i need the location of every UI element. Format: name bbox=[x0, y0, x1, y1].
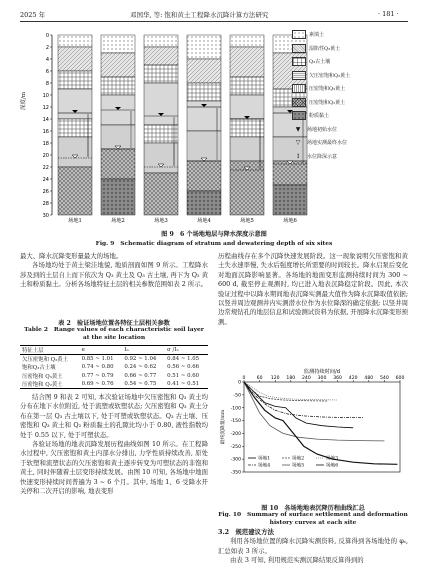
stratum-layer bbox=[187, 83, 221, 101]
legend-item bbox=[292, 69, 392, 83]
stratum-layer bbox=[101, 77, 135, 95]
section-paragraph-2: 由表 3 可知, 利用规范实测沉降结果反算得到的 bbox=[230, 556, 364, 565]
section-paragraph-1: 利用各场地位置的降水沉降实测资料, 反算得到各场地处的 φₛ, 汇总如表 3 所示。 bbox=[218, 537, 408, 555]
legend-swatch: ▽ bbox=[295, 139, 301, 147]
table-row bbox=[20, 363, 208, 371]
x-tick-label: 300 bbox=[317, 376, 327, 381]
stratum-layer bbox=[187, 35, 221, 59]
stratum-layer bbox=[58, 35, 92, 47]
stratum-layer bbox=[144, 143, 178, 173]
y-tick-label: 18 bbox=[42, 140, 49, 147]
site-label: 场地2 bbox=[111, 218, 125, 224]
stratum-layer bbox=[144, 35, 178, 47]
site-label: 场地5 bbox=[240, 218, 254, 224]
legend-swatch bbox=[292, 98, 306, 107]
x-tick-label: 240 bbox=[302, 376, 311, 381]
y-tick-label: 8 bbox=[45, 80, 49, 87]
table2-header: σ /Iₙ bbox=[165, 346, 208, 355]
site-label: 场地6 bbox=[283, 218, 297, 224]
legend-label: 湿陷性Q₃黄土 bbox=[309, 45, 341, 52]
fig10-caption-en: Fig. 10 Summary of surface settlement and deformation history curves at each site bbox=[218, 511, 408, 526]
y-tick-label: 30 bbox=[42, 212, 49, 219]
stratum-layer bbox=[187, 59, 221, 83]
series-line bbox=[244, 382, 397, 464]
stratum-layer bbox=[230, 35, 264, 47]
left-paragraph-4: 各验证场地的地表沉降发展历程曲线如图 10 所示。在工程降水过程中, 欠压密饱和黄土内部水分排出, 力学性质持续改善, 原处于软塑和流塑状态的欠压密饱和黄土逐步转变为可塑状态的非饱和黄土, 同时伴随着土层变形持续发展。由图 10 可知, 各场地中地面快速变形持续时间普遍为 3 ~ 6 个月。其中, 场地 1、6 受降水开关停和二次开启的影响, 地表变形 bbox=[20, 440, 208, 496]
table-cell: 压密饱和 Q₃黄土 bbox=[22, 373, 63, 380]
y-tick-label: 10 bbox=[42, 92, 49, 99]
stratum-layer bbox=[144, 65, 178, 83]
table-row bbox=[20, 380, 208, 389]
table2-header: e bbox=[80, 346, 123, 355]
section-heading: 3.2 规范建议方法 bbox=[218, 528, 274, 536]
y-tick-label: 26 bbox=[42, 188, 49, 195]
left-paragraph-1: 最大、降水沉降变形量最大的场地。 bbox=[20, 252, 123, 260]
y-tick-label: 12 bbox=[42, 104, 49, 111]
table-cell: 0.69 ~ 0.76 bbox=[80, 380, 123, 389]
legend-label: 场地6 bbox=[326, 463, 339, 469]
table2-header: 特征土层 bbox=[20, 346, 80, 355]
site-column bbox=[187, 35, 221, 215]
legend-swatch: ▼ bbox=[295, 125, 301, 133]
header-year: 2025 年 bbox=[20, 11, 46, 19]
x-tick-label: 180 bbox=[286, 376, 296, 381]
legend-label: 场地初始水位 bbox=[307, 126, 338, 133]
legend-label: 场地4 bbox=[258, 463, 271, 469]
legend-label: 场地3 bbox=[326, 456, 339, 462]
x-tick-label: 120 bbox=[270, 376, 280, 381]
stratum-layer bbox=[187, 131, 221, 161]
stratum-layer bbox=[58, 119, 92, 137]
y-tick-label: -300 bbox=[230, 457, 241, 463]
table2-header: Iₙ bbox=[122, 346, 165, 355]
table-cell: 0.54 ~ 0.75 bbox=[122, 380, 165, 389]
fig9-y-label: 深度/m bbox=[21, 91, 28, 111]
stratum-layer bbox=[230, 47, 264, 77]
stratum-layer bbox=[230, 95, 264, 119]
legend-label: 压密饱和Q₂黄土 bbox=[309, 99, 346, 106]
header-page: · 181 · bbox=[378, 10, 399, 18]
stratum-layer bbox=[144, 83, 178, 125]
legend-item bbox=[292, 28, 392, 42]
figure-10 bbox=[218, 368, 408, 498]
table-row bbox=[20, 355, 208, 364]
right-paragraph-1: 历程曲线存在多个沉降快速发展阶段。这一现象说明欠压密饱和黄土失水速率慢, 失水后强度增长所需要的时间较长。降水启泵后变化对地面沉降影响显著。各场地的地面变形监测持续时间为 300 ~ 600 d, 截至停止观测时, 均已进入地表沉降稳定阶段。因此, 本次验证过程中以降水期间地表沉降实测最大值作为降水沉降取值依据; 以竖井周边观测井内实测潜水位作为水位降深的确定依据; 以竖井周边常规钻孔的地层信息和试验测试资料为依据, 开展降水沉降变形预测。 bbox=[218, 252, 408, 326]
fig9-legend bbox=[292, 28, 392, 163]
table-2 bbox=[20, 345, 208, 389]
left-paragraph-3: 结合图 9 和表 2 可知, 本次验证场地中欠压密饱和 Q₃ 黄土均分布在地下水位附近, 处于流塑或软塑状态; 欠压密饱和 Q₃ 黄土分布在第一层 Q₃ 古土壤以下, 处于可塑或软塑状态。Q₃ 古土壤、压密饱和 Q₃ 黄土和 Q₂ 粉质黏土的孔隙比均小于 0.80, 液性指数均处于 0.55 以下, 处于可塑状态。 bbox=[20, 393, 208, 439]
y-tick-label: -100 bbox=[230, 406, 241, 412]
site-column bbox=[101, 35, 135, 215]
x-tick-label: 60 bbox=[256, 376, 263, 381]
y-tick-label: 2 bbox=[45, 44, 49, 51]
stratum-layer bbox=[144, 125, 178, 143]
x-tick-label: 420 bbox=[348, 376, 358, 381]
stratum-layer bbox=[101, 149, 135, 179]
y-tick-label: -200 bbox=[230, 432, 241, 438]
y-tick-label: 28 bbox=[42, 200, 49, 207]
y-tick-label: 20 bbox=[42, 152, 49, 159]
stratum-layer bbox=[230, 119, 264, 137]
legend-item bbox=[292, 82, 392, 96]
table2-title-cn: 表 2 验证场地位置各特征土层相关参数 bbox=[58, 320, 170, 327]
stratum-layer bbox=[101, 179, 135, 215]
y-tick-label: 14 bbox=[42, 116, 49, 123]
site-column bbox=[58, 35, 92, 215]
legend-label: 粉质黏土 bbox=[309, 113, 330, 120]
table-cell: 0.51 ~ 0.60 bbox=[167, 372, 200, 379]
table-cell: 0.77 ~ 0.79 bbox=[81, 372, 114, 379]
legend-swatch bbox=[292, 44, 306, 53]
y-tick-label: 0 bbox=[45, 32, 49, 39]
site-label: 场地4 bbox=[197, 218, 211, 224]
series-line bbox=[244, 382, 338, 400]
y-tick-label: -50 bbox=[233, 393, 241, 399]
y-tick-label: -250 bbox=[230, 444, 241, 450]
stratum-layer bbox=[144, 173, 178, 215]
table-cell: 0.41 ~ 0.51 bbox=[165, 380, 208, 389]
legend-swatch: ↕ bbox=[295, 152, 301, 160]
y-tick-label: 4 bbox=[45, 56, 49, 63]
y-tick-label: 6 bbox=[45, 68, 49, 75]
header-title: 邓国华, 等: 饱和黄土工程降水沉降计算方法研究 bbox=[130, 11, 269, 19]
legend-item bbox=[292, 96, 392, 110]
legend-label: 场地5 bbox=[292, 463, 305, 469]
site-column bbox=[144, 35, 178, 215]
table-row bbox=[20, 372, 208, 380]
legend-swatch bbox=[292, 71, 306, 80]
table2-title-en: Table 2 Range values of each characteristic soil layer at the site location bbox=[24, 326, 204, 341]
y-axis-label: 最终沉降量/mm bbox=[221, 409, 226, 445]
table-cell: 0.24 ~ 0.62 bbox=[124, 364, 157, 371]
legend-item bbox=[292, 136, 392, 150]
x-tick-label: 600 bbox=[395, 376, 405, 381]
stratum-layer bbox=[230, 77, 264, 95]
x-tick-label: 480 bbox=[364, 376, 374, 381]
stratum-layer bbox=[273, 185, 307, 215]
site-label: 场地3 bbox=[154, 218, 168, 224]
legend-item bbox=[292, 42, 392, 56]
y-tick-label: -150 bbox=[230, 419, 241, 425]
table-cell: 0.92 ~ 1.04 bbox=[124, 356, 157, 363]
legend-label: 场地1 bbox=[258, 456, 271, 462]
stratum-layer bbox=[58, 137, 92, 167]
stratum-layer bbox=[144, 47, 178, 65]
table-cell: 0.56 ~ 0.66 bbox=[167, 364, 200, 371]
y-tick-label: 16 bbox=[42, 128, 49, 135]
y-tick-label: -350 bbox=[230, 470, 241, 476]
x-tick-label: 0 bbox=[242, 376, 246, 381]
table-cell: 压密饱和 Q₂黄土 bbox=[20, 380, 80, 389]
legend-item bbox=[292, 123, 392, 137]
stratum-layer bbox=[58, 71, 92, 89]
x-tick-label: 540 bbox=[380, 376, 389, 381]
table-cell: 0.85 ~ 1.01 bbox=[81, 356, 114, 363]
table-cell: 欠压密饱和 Q₃黄土 bbox=[22, 357, 69, 364]
stratum-layer bbox=[187, 161, 221, 191]
legend-label: 欠压密饱和Q₃黄土 bbox=[309, 72, 351, 79]
table-cell: 0.84 ~ 1.05 bbox=[167, 356, 200, 363]
legend-label: 压密饱和Q₃黄土 bbox=[309, 86, 346, 93]
fig9-caption-en: Fig. 9 Schematic diagram of stratum and dewatering depth of six sites bbox=[95, 240, 333, 247]
site-column bbox=[230, 35, 264, 215]
site-label: 场地1 bbox=[68, 218, 82, 224]
stratum-layer bbox=[101, 35, 135, 53]
legend-label: Q₃古土壤 bbox=[309, 59, 331, 66]
fig10-caption-cn: 图 10 各场地地表沉降历程曲线汇总 bbox=[261, 505, 365, 512]
y-tick-label: 22 bbox=[42, 164, 49, 171]
legend-item bbox=[292, 109, 392, 123]
series-line bbox=[244, 382, 384, 441]
legend-swatch bbox=[292, 30, 306, 39]
legend-label: 素填土 bbox=[309, 32, 325, 39]
stratum-layer bbox=[187, 191, 221, 215]
stratum-layer bbox=[58, 47, 92, 71]
legend-item bbox=[292, 150, 392, 164]
fig9-caption-cn: 图 9 6 个场地地层与降水深度示意图 bbox=[161, 231, 267, 238]
legend-swatch bbox=[292, 111, 306, 120]
stratum-layer bbox=[230, 137, 264, 161]
legend-label: 场地实测最终水位 bbox=[307, 140, 348, 147]
table-cell: 0.66 ~ 0.77 bbox=[124, 372, 157, 379]
table-cell: 0.74 ~ 0.80 bbox=[81, 364, 114, 371]
stratum-layer bbox=[101, 53, 135, 77]
series-line bbox=[244, 382, 327, 401]
stratum-layer bbox=[58, 167, 92, 215]
legend-item bbox=[292, 55, 392, 69]
legend-label: 水位降深示意 bbox=[307, 153, 338, 160]
legend-swatch bbox=[292, 57, 306, 66]
table-cell: 饱和Q₃古土壤 bbox=[22, 365, 56, 372]
stratum-layer bbox=[101, 125, 135, 149]
legend-swatch bbox=[292, 84, 306, 93]
stratum-layer bbox=[58, 89, 92, 119]
settlement-chart bbox=[218, 368, 408, 498]
legend-label: 场地2 bbox=[292, 456, 305, 462]
y-tick-label: 24 bbox=[42, 176, 49, 183]
y-tick-label: 0 bbox=[238, 380, 241, 386]
header-rule bbox=[20, 21, 408, 22]
stratum-layer bbox=[273, 161, 307, 185]
left-paragraph-2: 各场地均处于黄土梁洼地貌, 地质剖面如图 9 所示。工程降水涉及到的土层自上而下依次为 Q₃ 黄土及 Q₃ 古土壤, 再下为 Q₂ 黄土和粉质黏土。分析各场地特征土层的相关参数范围如表 2 所示。 bbox=[20, 261, 208, 289]
x-tick-label: 360 bbox=[333, 376, 342, 381]
chart-title: 监测持续时间/d bbox=[303, 369, 341, 375]
